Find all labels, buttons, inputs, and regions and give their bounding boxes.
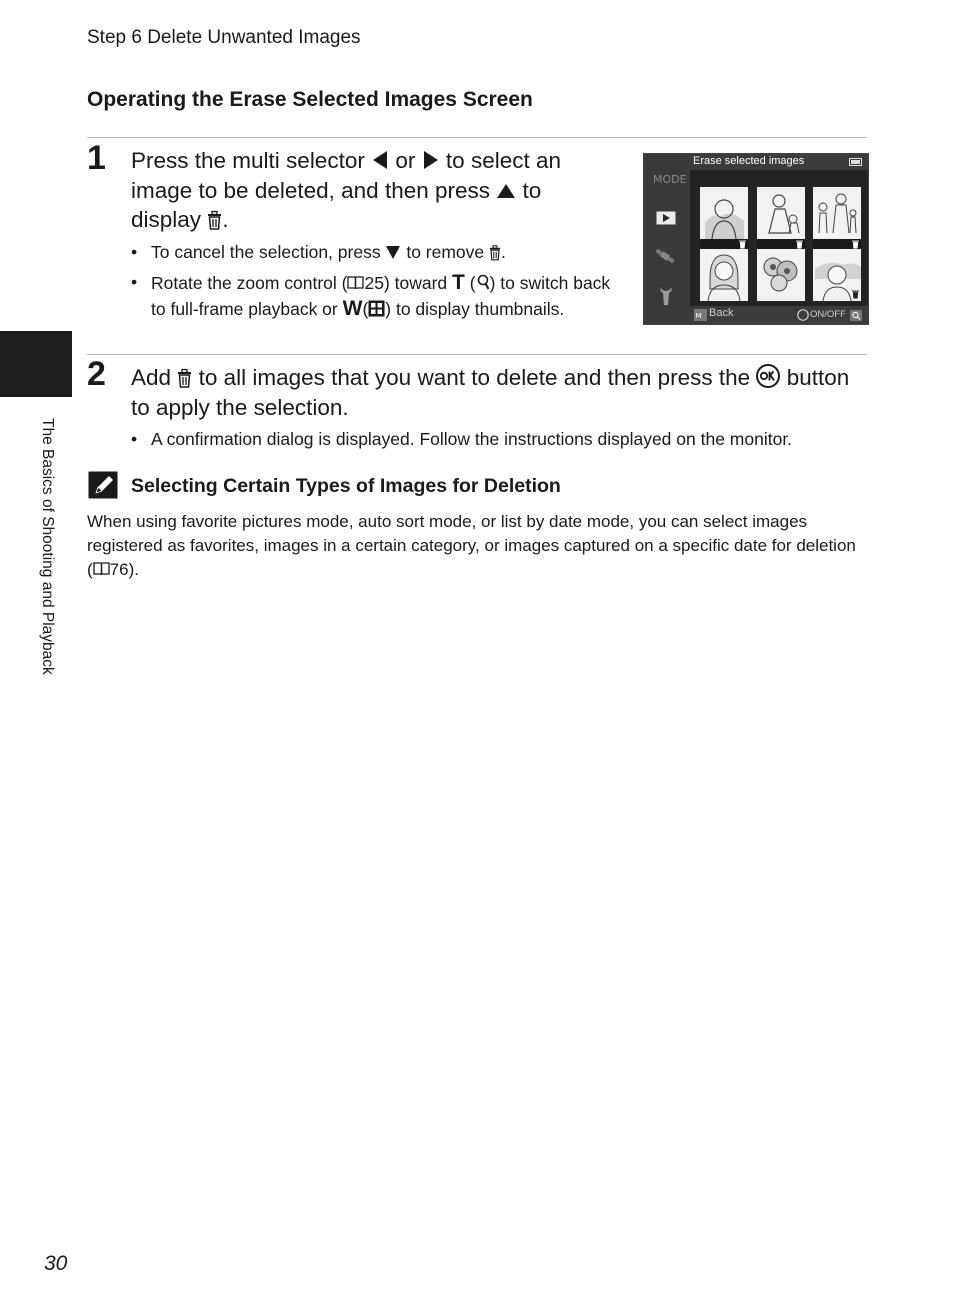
screen-back-label: Back — [709, 307, 734, 319]
chapter-tab — [0, 331, 72, 397]
camera-screen-illustration — [643, 153, 869, 325]
thumbnail-2[interactable] — [757, 187, 805, 239]
section-title: Operating the Erase Selected Images Screen — [87, 88, 533, 111]
battery-icon — [849, 158, 863, 166]
step-1-number: 1 — [87, 139, 106, 177]
step-2-text-c: button to apply the selection. — [131, 365, 850, 420]
thumbnail-grid-icon — [368, 300, 385, 317]
satellite-icon — [655, 247, 677, 267]
bullet-text: ( — [469, 273, 476, 293]
note-title: Selecting Certain Types of Images for Deletion — [131, 475, 561, 497]
thumbnail-4[interactable] — [700, 249, 748, 301]
right-arrow-icon — [422, 150, 440, 170]
bullet-text: ) to switch back to full-frame playback or — [151, 273, 611, 319]
mode-icon — [653, 168, 687, 188]
portrait-photo — [700, 187, 748, 239]
mode-label: MODE — [653, 173, 687, 186]
wrench-icon — [657, 286, 675, 306]
trash-icon — [851, 289, 860, 299]
trash-icon — [489, 245, 501, 261]
pencil-note-icon — [88, 471, 118, 499]
svg-text:M: M — [695, 312, 702, 320]
screen-onoff-label: ON/OFF — [810, 309, 846, 320]
ok-button-icon — [756, 364, 780, 388]
step-2-instruction — [131, 363, 851, 422]
step-2-bullet: • A confirmation dialog is displayed. Follow the instructions displayed on the monitor. — [131, 427, 891, 452]
screen-side-menu — [644, 154, 690, 324]
screen-title: Erase selected images — [693, 155, 805, 167]
note-body-text: 76). — [109, 560, 139, 579]
trash-icon — [207, 211, 222, 230]
thumbnail-5[interactable] — [757, 249, 805, 301]
step-2-text-a: Add — [131, 365, 172, 390]
left-arrow-icon — [371, 150, 389, 170]
down-arrow-icon — [385, 245, 401, 260]
divider — [87, 137, 867, 138]
step-1-bullet-cancel — [131, 240, 621, 265]
up-arrow-icon — [496, 182, 516, 200]
step-1-text-d: to display — [131, 177, 542, 232]
note-body-text: When using favorite pictures mode, auto sort mode, or list by date mode, you can select images registered as favorites, images in a certain category, or images captured on a specific date for deletion ( — [87, 512, 856, 579]
thumbnail-6[interactable] — [813, 249, 861, 301]
bullet-text: ) to display thumbnails. — [385, 299, 565, 319]
step-1-text-e: . — [222, 207, 229, 232]
playback-icon — [656, 211, 676, 225]
portrait-photo — [700, 249, 748, 301]
bullet-text: to remove — [406, 242, 485, 262]
trash-icon — [738, 239, 747, 249]
trash-icon — [177, 369, 192, 388]
ok-small-icon — [797, 309, 809, 321]
thumbnail-1[interactable] — [700, 187, 748, 239]
wide-letter: W — [342, 297, 363, 320]
flowers-photo — [757, 249, 805, 301]
tele-letter: T — [452, 271, 465, 294]
note-body — [87, 510, 857, 582]
step-1-text-a: Press the multi selector — [131, 148, 365, 173]
trash-icon — [851, 239, 860, 249]
step-1-text-c: to select an image to be deleted, and then press — [131, 148, 561, 203]
zoom-small-icon — [850, 310, 862, 321]
book-reference-icon — [93, 562, 110, 576]
page-number: 30 — [44, 1252, 68, 1275]
thumbnail-3[interactable] — [813, 187, 861, 239]
portrait-photo — [757, 187, 805, 239]
step-1-instruction — [131, 146, 611, 235]
chapter-side-label: The Basics of Shooting and Playback — [39, 418, 56, 675]
family-photo — [813, 187, 861, 239]
bullet-text: To cancel the selection, press — [151, 242, 381, 262]
magnifier-icon — [476, 274, 490, 291]
menu-button-icon — [694, 309, 707, 321]
step-2-text-b: to all images that you want to delete and then press the — [198, 365, 751, 390]
bullet-text: . — [501, 242, 506, 262]
step-2-number: 2 — [87, 355, 106, 393]
bullet-text: ( — [362, 299, 369, 319]
trash-icon — [795, 239, 804, 249]
bullet-text: Rotate the zoom control ( — [151, 273, 348, 293]
divider — [87, 354, 867, 355]
step-1-text-b: or — [395, 148, 416, 173]
running-head: Step 6 Delete Unwanted Images — [87, 27, 361, 48]
step-1-bullet-zoom — [131, 270, 621, 322]
book-reference-icon — [347, 276, 364, 290]
bullet-text: 25) toward — [364, 273, 448, 293]
